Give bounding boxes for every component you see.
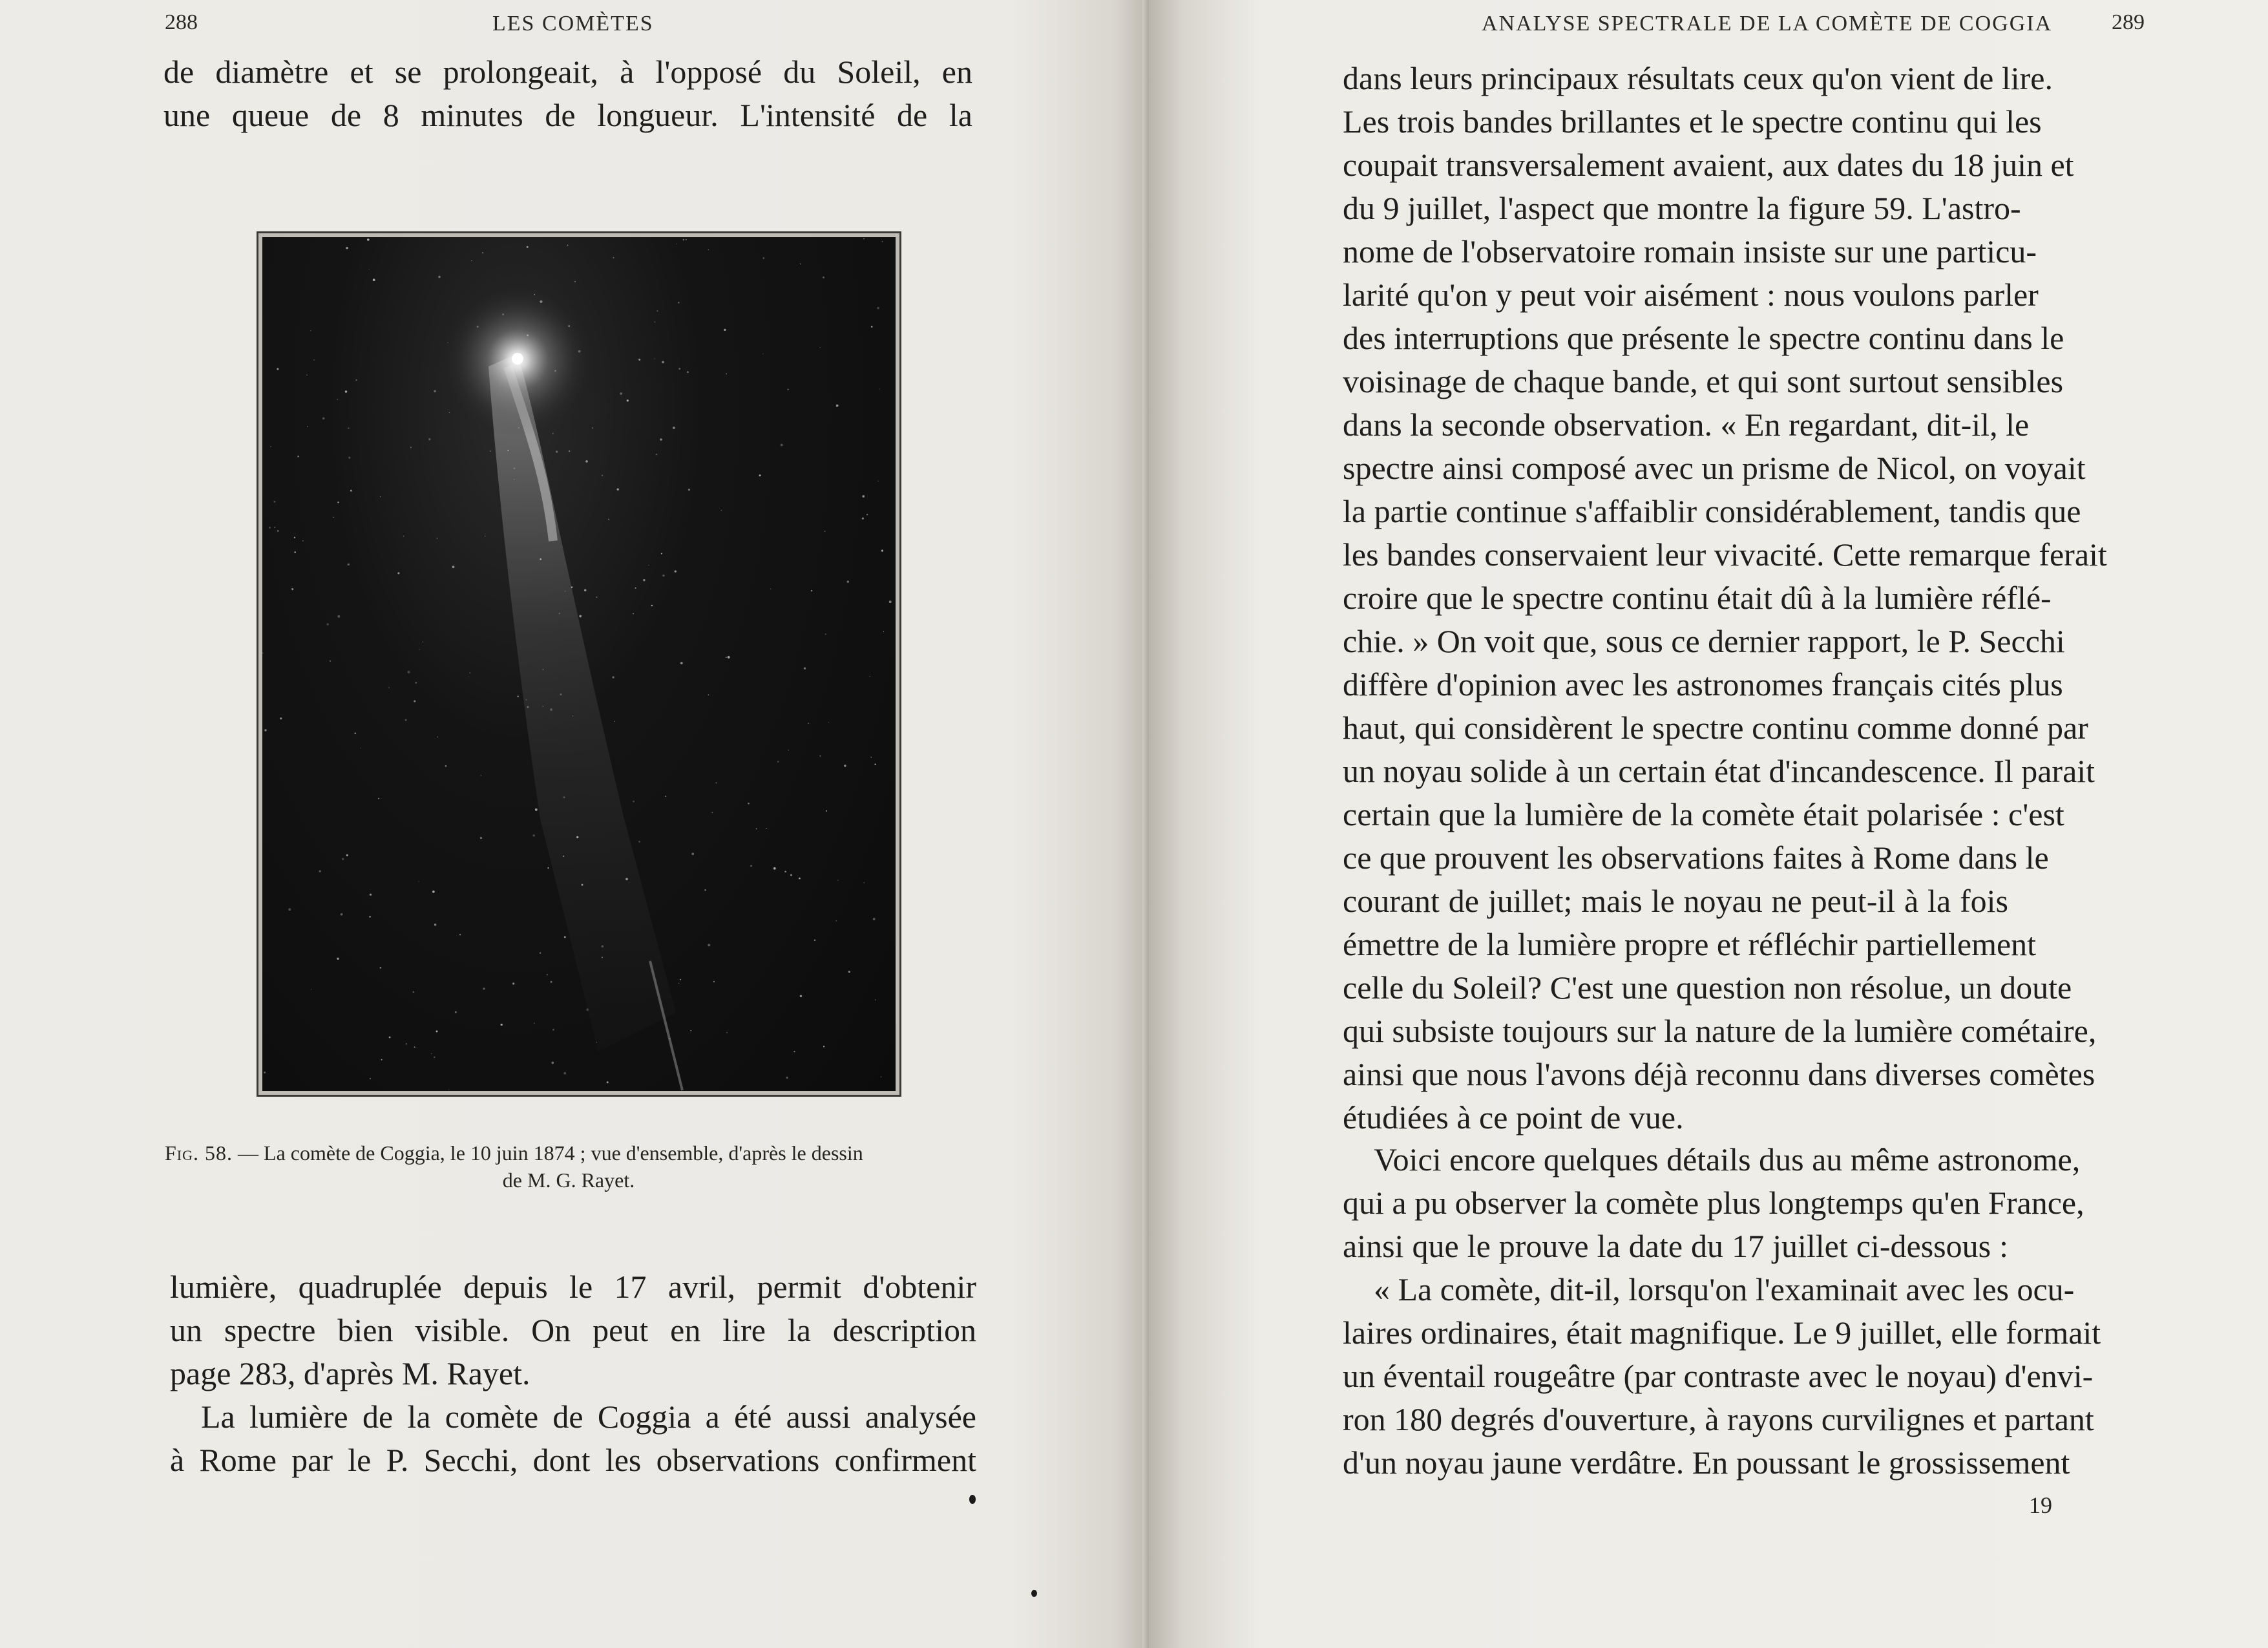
star	[837, 880, 839, 881]
star	[436, 1030, 438, 1032]
star	[726, 657, 727, 658]
star	[380, 967, 382, 969]
star	[572, 715, 574, 717]
star	[514, 467, 516, 469]
star	[534, 1022, 535, 1024]
star	[341, 913, 343, 916]
star	[724, 329, 726, 331]
caption-text: — La comète de Coggia, le 10 juin 1874 ; vue d'ensemble, d'après le dessin	[233, 1141, 863, 1165]
star	[535, 808, 538, 811]
star	[874, 764, 876, 766]
star	[482, 252, 483, 253]
star	[455, 1011, 457, 1013]
star	[406, 1043, 407, 1044]
star	[576, 836, 578, 838]
star	[342, 858, 344, 861]
star	[836, 405, 839, 407]
text-line: émettre de la lumière propre et réfléchir partiellement	[1343, 926, 2037, 962]
star	[750, 865, 752, 867]
star	[294, 537, 295, 538]
star	[602, 475, 603, 476]
comet-nucleus	[512, 353, 523, 364]
star	[691, 852, 694, 855]
star	[690, 1030, 691, 1031]
star	[388, 687, 390, 688]
star	[712, 812, 713, 813]
star	[297, 456, 299, 458]
star	[608, 519, 609, 520]
star	[678, 302, 680, 304]
star	[346, 247, 348, 249]
star	[348, 564, 350, 565]
star	[449, 412, 450, 413]
star	[748, 803, 750, 805]
star	[547, 974, 548, 975]
star	[638, 359, 640, 361]
star	[788, 389, 789, 390]
star	[824, 531, 826, 532]
star	[819, 347, 821, 348]
star	[408, 671, 410, 673]
star	[397, 572, 399, 574]
text-line: un spectre bien visible. On peut en lire la description	[170, 1312, 976, 1348]
star	[533, 834, 535, 836]
star	[534, 294, 535, 295]
star	[613, 257, 614, 259]
star	[635, 587, 636, 589]
comet-illustration	[262, 237, 896, 1091]
star	[302, 540, 304, 542]
star	[337, 502, 339, 503]
star	[369, 916, 371, 918]
star	[437, 538, 438, 539]
star	[763, 257, 765, 259]
star	[551, 981, 552, 983]
star	[381, 1059, 383, 1061]
star	[790, 874, 792, 876]
text-line: ainsi que le prouve la date du 17 juillet ci-dessous :	[1343, 1228, 2008, 1264]
star	[277, 368, 278, 370]
star	[844, 765, 846, 766]
star	[625, 878, 628, 880]
star	[612, 676, 614, 678]
star	[607, 1081, 609, 1083]
star	[759, 474, 761, 476]
text-line: diffère d'opinion avec les astronomes français cités plus	[1343, 666, 2063, 703]
star	[863, 238, 865, 239]
text-line: la partie continue s'affaiblir considérablement, tandis que	[1343, 493, 2081, 529]
star	[434, 390, 436, 393]
star	[415, 682, 417, 684]
star	[568, 325, 570, 327]
star	[848, 971, 850, 973]
star	[350, 490, 352, 492]
star	[881, 1076, 882, 1077]
star	[389, 1037, 391, 1039]
star	[662, 361, 664, 364]
text-line: qui a pu observer la comète plus longtemps qu'en France,	[1343, 1185, 2084, 1221]
star	[413, 991, 415, 993]
star	[825, 633, 826, 635]
star	[554, 370, 556, 372]
text-line: des interruptions que présente le spectre continu dans le	[1343, 320, 2064, 356]
star	[428, 438, 430, 440]
star	[883, 631, 884, 632]
star	[333, 517, 334, 518]
star	[686, 239, 687, 240]
star	[551, 1062, 554, 1064]
star	[578, 350, 581, 353]
star	[330, 660, 331, 662]
star	[875, 999, 876, 1000]
star	[269, 527, 271, 529]
star	[638, 841, 640, 843]
left-top-paragraph	[163, 50, 972, 137]
star	[552, 433, 554, 434]
star	[480, 775, 481, 776]
star	[313, 359, 315, 361]
star	[434, 924, 436, 925]
star	[873, 918, 876, 920]
star	[786, 1077, 788, 1079]
left-running-head: LES COMÈTES	[492, 12, 654, 36]
star	[675, 570, 677, 572]
star	[793, 1051, 795, 1052]
star	[361, 747, 362, 748]
text-line: une queue de 8 minutes de longueur. L'intensité de la	[163, 97, 972, 133]
star	[348, 427, 349, 428]
star	[777, 761, 779, 763]
text-line: qui subsiste toujours sur la nature de la lumière cométaire,	[1343, 1013, 2097, 1049]
star	[713, 981, 715, 982]
star	[527, 334, 529, 336]
star	[452, 565, 455, 568]
star	[866, 514, 868, 515]
comet-drawing	[262, 237, 896, 1091]
star	[502, 313, 504, 315]
left-page-number: 288	[165, 10, 198, 34]
star	[370, 1078, 371, 1079]
star	[550, 708, 552, 711]
star	[512, 982, 514, 984]
star	[277, 530, 279, 532]
star	[563, 856, 564, 857]
text-line: La lumière de la comète de Coggia a été aussi analysée	[201, 1399, 976, 1435]
star	[687, 371, 689, 373]
star	[728, 656, 730, 659]
star	[438, 276, 440, 278]
star	[337, 958, 339, 960]
star	[540, 301, 543, 303]
text-line: dans leurs principaux résultats ceux qu'on vient de lire.	[1343, 60, 2053, 96]
star	[602, 945, 604, 948]
star	[274, 527, 275, 528]
right-page	[1149, 0, 2268, 1648]
star	[620, 392, 622, 395]
star	[881, 549, 883, 551]
star	[501, 1024, 503, 1026]
star	[518, 427, 520, 428]
star	[889, 600, 892, 603]
star	[518, 695, 519, 697]
text-line: chie. » On voit que, sous ce dernier rapport, le P. Secchi	[1343, 623, 2065, 659]
star	[814, 940, 815, 941]
star	[708, 249, 709, 251]
star	[643, 579, 645, 581]
star	[490, 450, 491, 452]
star	[579, 615, 582, 618]
text-line: étudiées à ce point de vue.	[1343, 1099, 1684, 1136]
text-line: Voici encore quelques détails dus au même astronome,	[1374, 1141, 2081, 1178]
text-line: un éventail rougeâtre (par contraste avec le noyau) d'envi-	[1343, 1358, 2094, 1394]
star	[431, 1053, 432, 1054]
star	[345, 390, 347, 392]
star	[571, 586, 573, 588]
star	[337, 399, 338, 400]
star	[471, 260, 472, 261]
star	[264, 729, 266, 731]
star	[556, 450, 558, 452]
star	[291, 588, 293, 590]
star	[870, 757, 872, 758]
right-page-number: 289	[2112, 10, 2145, 34]
star	[633, 801, 635, 803]
star	[540, 558, 541, 560]
star	[847, 580, 850, 583]
star	[559, 613, 560, 614]
star	[627, 399, 629, 401]
star	[616, 488, 618, 490]
star	[811, 590, 812, 591]
star	[327, 623, 329, 625]
text-line: « La comète, dit-il, lorsqu'on l'examinait avec les ocu-	[1374, 1271, 2075, 1307]
star	[656, 454, 657, 455]
star	[808, 723, 809, 724]
caption-line-2: de M. G. Rayet.	[502, 1168, 635, 1192]
star	[547, 867, 549, 869]
star	[405, 719, 407, 721]
star	[756, 829, 757, 830]
star	[560, 693, 562, 695]
star	[403, 536, 404, 537]
star	[563, 1072, 566, 1075]
star	[564, 936, 566, 938]
star	[662, 575, 665, 577]
star	[414, 700, 415, 702]
star	[828, 722, 829, 723]
star	[310, 330, 311, 332]
text-line: à Rome par le P. Secchi, dont les observations confirment	[170, 1442, 976, 1478]
star	[337, 615, 340, 618]
star	[678, 983, 680, 984]
star	[483, 988, 485, 989]
text-line: larité qu'on y peut voir aisément : nous voulons parler	[1343, 277, 2039, 313]
star	[527, 246, 529, 248]
star	[680, 979, 681, 980]
star	[688, 489, 690, 491]
star	[507, 450, 509, 451]
star	[799, 878, 801, 880]
star	[781, 444, 783, 447]
star	[437, 737, 438, 738]
star	[823, 277, 824, 279]
star	[526, 699, 527, 701]
star	[354, 732, 356, 734]
star	[862, 495, 865, 498]
star	[582, 884, 583, 886]
star	[704, 889, 706, 891]
text-line: voisinage de chaque bande, et qui sont surtout sensibles	[1343, 363, 2064, 399]
star	[716, 782, 717, 783]
text-line: croire que le spectre continu était dû à la lumière réflé-	[1343, 580, 2052, 616]
text-line: d'un noyau jaune verdâtre. En poussant le grossissement	[1343, 1444, 2070, 1481]
star	[882, 241, 883, 242]
star	[527, 706, 529, 708]
right-paragraph-2	[1343, 1138, 2101, 1484]
star	[820, 755, 821, 757]
text-line: un noyau solide à un certain état d'incandescence. Il parait	[1343, 753, 2095, 789]
caption-label: Fig. 58.	[165, 1141, 233, 1165]
star	[680, 662, 683, 664]
star	[280, 717, 282, 719]
text-line: lumière, quadruplée depuis le 17 avril, permit d'obtenir	[170, 1269, 976, 1305]
star	[480, 837, 482, 839]
star	[721, 510, 722, 511]
text-line: spectre ainsi composé avec un prisme de Nicol, on voyait	[1343, 450, 2086, 486]
text-line: courant de juillet; mais le noyau ne peut-il à la fois	[1343, 883, 2008, 919]
star	[448, 1089, 449, 1090]
star	[586, 1008, 589, 1011]
text-line: ron 180 degrés d'ouverture, à rayons curvilignes et partant	[1343, 1401, 2094, 1437]
ink-speck	[969, 1495, 976, 1504]
star	[871, 326, 873, 328]
star	[307, 426, 308, 427]
star	[540, 952, 541, 953]
star	[673, 427, 675, 429]
star	[552, 1029, 554, 1031]
text-line: page 283, d'après M. Rayet.	[170, 1355, 530, 1391]
star	[262, 652, 263, 653]
star	[726, 1032, 727, 1033]
star	[563, 796, 565, 798]
star	[836, 920, 837, 921]
star	[762, 354, 764, 355]
star	[708, 944, 710, 946]
star	[651, 605, 653, 606]
star	[660, 438, 662, 440]
right-paragraph-1	[1343, 57, 2107, 1139]
signature-mark: 19	[2029, 1492, 2052, 1518]
star	[800, 995, 802, 997]
star	[569, 450, 570, 452]
star	[459, 934, 461, 935]
star	[434, 1057, 435, 1058]
star	[410, 447, 412, 448]
star	[432, 891, 435, 893]
star	[823, 1046, 824, 1047]
star	[726, 374, 727, 375]
star	[477, 326, 479, 328]
star	[804, 667, 806, 669]
star	[602, 957, 603, 958]
star	[294, 551, 296, 553]
star	[445, 765, 447, 767]
star	[378, 798, 379, 799]
text-line: laires ordinaires, était magnifique. Le 9 juillet, elle formait	[1343, 1315, 2101, 1351]
star	[270, 446, 271, 447]
star	[418, 881, 419, 882]
star	[877, 307, 879, 310]
star	[288, 908, 291, 911]
star	[367, 238, 370, 241]
text-line: celle du Soleil? C'est une question non résolue, un doute	[1343, 969, 2072, 1006]
star	[863, 882, 864, 883]
star	[348, 457, 350, 459]
star	[264, 1072, 266, 1073]
star	[346, 854, 348, 856]
star	[665, 796, 666, 797]
text-line: certain que la lumière de la comète était polarisée : c'est	[1343, 796, 2064, 832]
text-line: de diamètre et se prolongeait, à l'opposé du Soleil, en	[163, 54, 972, 90]
comet-tail	[488, 354, 676, 1051]
star	[370, 894, 372, 896]
text-line: ce que prouvent les observations faites à Rome dans le	[1343, 840, 2049, 876]
text-line: coupait transversalement avaient, aux dates du 18 juin et	[1343, 147, 2074, 183]
right-running-head: ANALYSE SPECTRALE DE LA COMÈTE DE COGGIA	[1482, 12, 2053, 36]
text-line: les bandes conservaient leur vivacité. Cette remarque ferait	[1343, 536, 2107, 573]
star	[585, 460, 588, 463]
text-line: nome de l'observatoire romain insiste sur une particu-	[1343, 233, 2037, 269]
caption-line-1	[165, 1139, 972, 1167]
star	[661, 553, 662, 555]
star	[447, 343, 448, 344]
star	[784, 871, 786, 872]
text-line: ainsi que nous l'avons déjà reconnu dans diverses comètes	[1343, 1056, 2095, 1092]
star	[862, 518, 864, 520]
star	[322, 417, 324, 419]
text-line: dans la seconde observation. « En regardant, dit-il, le	[1343, 407, 2030, 443]
text-line: du 9 juillet, l'aspect que montre la figure 59. L'astro-	[1343, 190, 2021, 226]
star	[773, 867, 776, 870]
ink-speck	[1031, 1590, 1037, 1597]
left-bottom-paragraph	[170, 1265, 976, 1482]
star	[567, 245, 569, 246]
star	[826, 810, 827, 812]
star	[414, 1046, 415, 1048]
star	[678, 368, 680, 370]
star	[683, 239, 685, 241]
star	[273, 501, 275, 503]
star	[319, 870, 321, 872]
figure-58-frame	[257, 231, 901, 1097]
star	[356, 379, 357, 381]
star	[596, 597, 598, 598]
figure-caption	[165, 1139, 972, 1194]
star	[877, 480, 879, 481]
text-line: haut, qui considèrent le spectre continu comme donné par	[1343, 710, 2088, 746]
text-line: Les trois bandes brillantes et le spectre continu qui les	[1343, 103, 2042, 140]
star	[574, 281, 576, 282]
star	[614, 721, 616, 722]
star	[373, 279, 375, 281]
star	[584, 589, 586, 591]
star	[879, 388, 880, 390]
star	[656, 310, 658, 312]
star	[380, 496, 381, 497]
